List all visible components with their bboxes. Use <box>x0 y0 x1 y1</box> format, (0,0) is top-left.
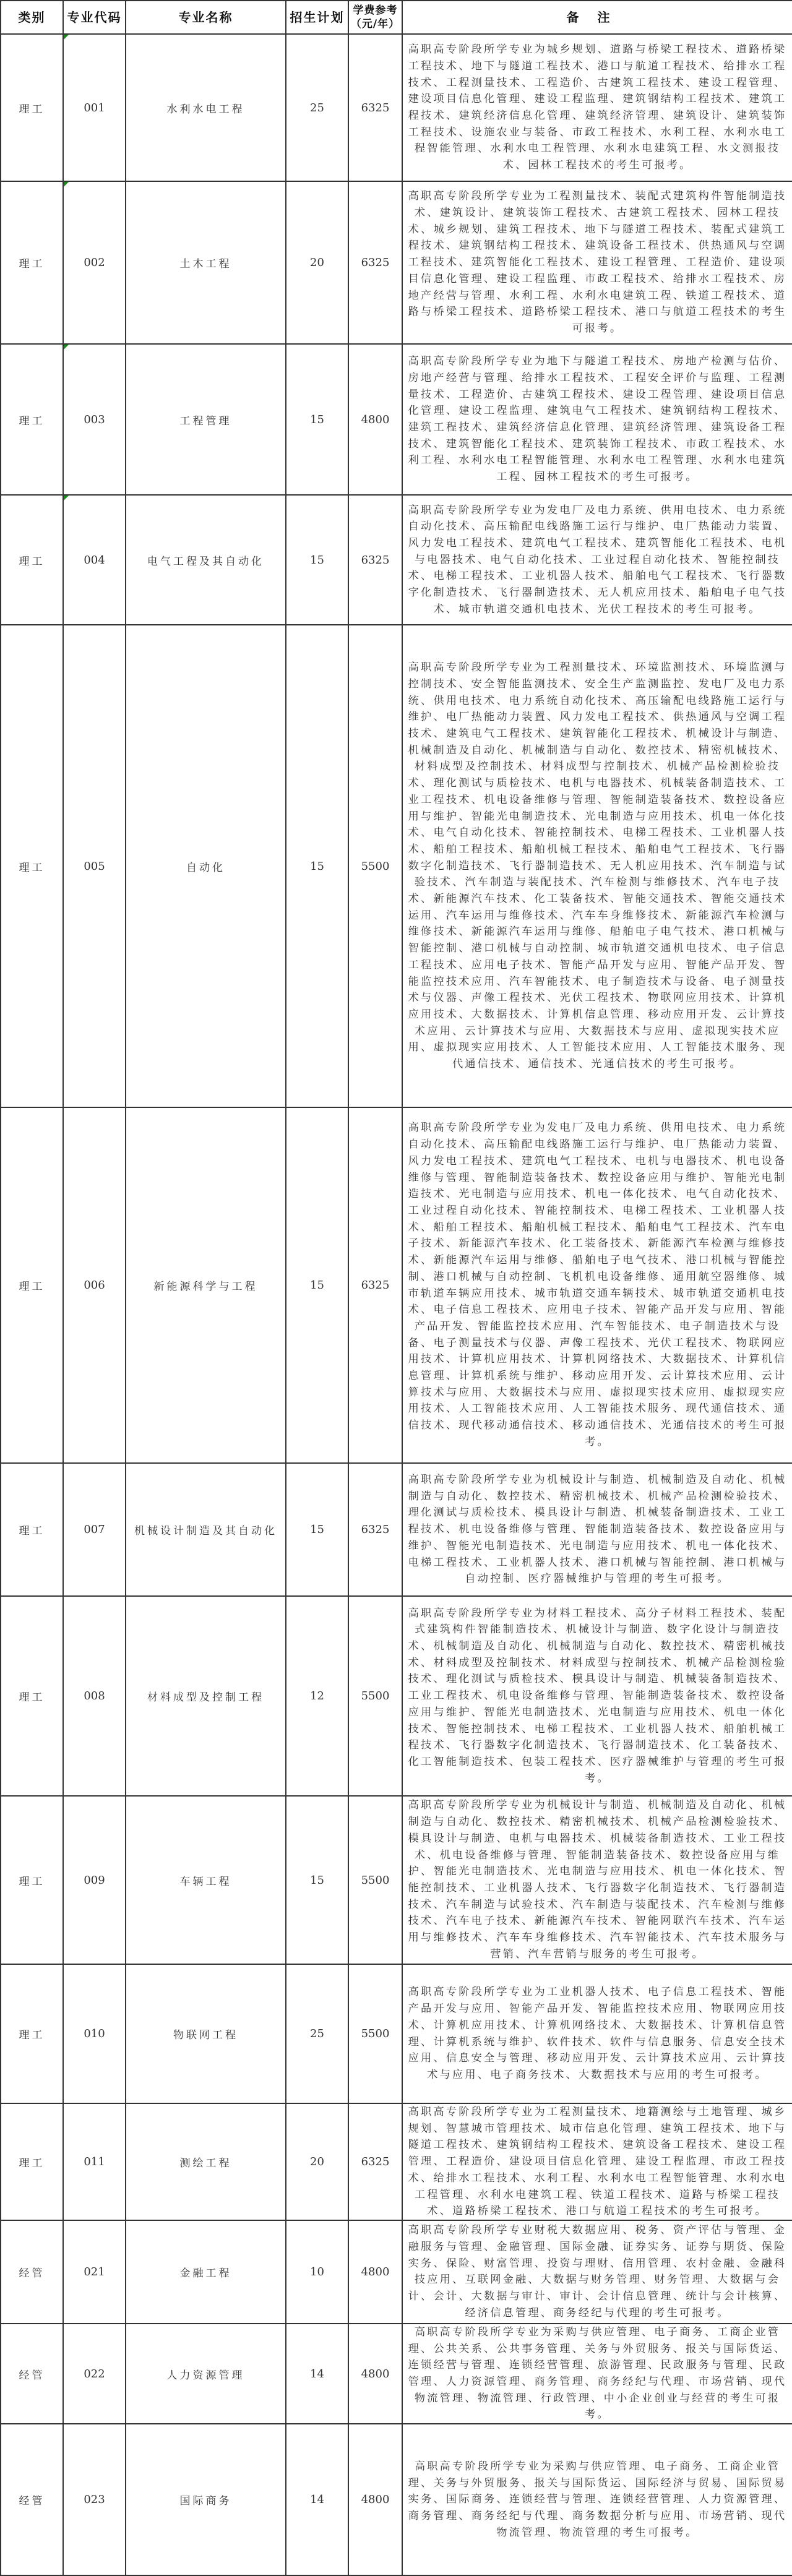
major-name-cell: 金融工程 <box>126 2220 286 2324</box>
table-row <box>1 2103 792 2220</box>
header-category: 类别 <box>1 1 63 34</box>
code-text: 011 <box>84 2155 105 2168</box>
code-text: 021 <box>84 2265 105 2278</box>
quota-cell: 15 <box>286 1107 348 1463</box>
header-fee-line1: 学费参考 <box>353 4 398 17</box>
category-cell: 理工 <box>1 1107 63 1463</box>
table-body <box>1 34 792 2575</box>
table-row <box>1 625 792 1107</box>
fee-cell: 4800 <box>348 2220 402 2324</box>
table-row <box>1 2220 792 2324</box>
code-cell <box>63 1796 126 1964</box>
table-row <box>1 1964 792 2103</box>
major-name-cell: 水利水电工程 <box>126 34 286 181</box>
category-cell: 理工 <box>1 1596 63 1796</box>
code-text: 004 <box>84 553 105 567</box>
major-name-cell: 自动化 <box>126 625 286 1107</box>
category-cell: 经管 <box>1 2424 63 2575</box>
note-cell: 高职高专阶段所学专业为工程测量技术、环境监测技术、环境监测与控制技术、安全智能监测技术、安全生产监测监控、发电厂及电力系统、供用电技术、电力系统自动化技术、高压输配电线路施工运行与维护、电厂热能动力装置、风力发电工程技术、供热通风与空调工程技术、建筑电气工程技术、建筑智能化工程技术、机械设计与制造、机械制造及自动化、机械制造与自动化、数控技术、精密机械技术、材料成型及控制技术、材料成型与控制技术、机械产品检测检验技术、理化测试与质检技术、电机与电器技术、机械装备制造技术、工业工程技术、机电设备维修与管理、智能制造装备技术、数控设备应用与维护、智能光电制造技术、光电制造与应用技术、机电一体化技术、电气自动化技术、智能控制技术、电梯工程技术、工业机器人技术、船舶工程技术、船舶机械工程技术、船舶电气工程技术、飞行器数字化制造技术、飞行器制造技术、无人机应用技术、汽车制造与试验技术、汽车制造与装配技术、汽车检测与维修技术、汽车电子技术、新能源汽车技术、化工装备技术、智能交通技术、智能交通技术运用、汽车运用与维修技术、汽车车身维修技术、新能源汽车检测与维修技术、新能源汽车运用与维修、船舶电子电气技术、港口机械与智能控制、港口机械与自动控制、城市轨道交通机电技术、电子信息工程技术、应用电子技术、智能产品开发与应用、智能产品开发、智能监控技术应用、汽车智能技术、电子制造技术与设备、电子测量技术与仪器、声像工程技术、光伏工程技术、物联网应用技术、计算机应用技术、大数据技术、计算机信息管理、移动应用开发、云计算技术应用、云计算技术与应用、大数据技术与应用、虚拟现实技术应用、虚拟现实应用技术、人工智能技术应用、人工智能技术服务、现代通信技术、通信技术、光通信技术的考生可报考。 <box>402 625 792 1107</box>
table-row <box>1 181 792 344</box>
quota-cell: 14 <box>286 2324 348 2424</box>
code-cell <box>63 625 126 1107</box>
quota-cell: 15 <box>286 1463 348 1596</box>
code-cell <box>63 181 126 344</box>
header-quota: 招生计划 <box>286 1 348 34</box>
category-cell: 理工 <box>1 1796 63 1964</box>
code-text: 010 <box>84 2027 105 2040</box>
table-row <box>1 1107 792 1463</box>
code-cell <box>63 2103 126 2220</box>
code-cell <box>63 1463 126 1596</box>
code-cell <box>63 495 126 625</box>
table-row <box>1 2324 792 2424</box>
code-text: 009 <box>84 1873 105 1887</box>
code-text: 022 <box>84 2367 105 2381</box>
header-fee-line2: （元/年） <box>350 18 400 30</box>
header-note: 备注 <box>402 1 792 34</box>
category-cell: 理工 <box>1 2103 63 2220</box>
code-text: 003 <box>84 413 105 426</box>
quota-cell: 20 <box>286 181 348 344</box>
fee-cell: 6325 <box>348 181 402 344</box>
major-name-cell: 新能源科学与工程 <box>126 1107 286 1463</box>
category-cell: 理工 <box>1 1463 63 1596</box>
major-name-cell: 国际商务 <box>126 2424 286 2575</box>
note-cell: 高职高专阶段所学专业为采购与供应管理、电子商务、工商企业管理、关务与外贸服务、报关与国际货运、国际经济与贸易、国际贸易实务、国际商务、连锁经营与管理、连锁经营管理、人力资源管理、商务管理、商务经纪与代理、商务数据分析与应用、市场营销、现代物流管理、物流管理的考生可报考。 <box>402 2424 792 2575</box>
fee-cell: 6325 <box>348 34 402 181</box>
quota-cell: 20 <box>286 2103 348 2220</box>
code-text: 006 <box>84 1279 105 1292</box>
note-cell: 高职高专阶段所学专业为工程测量技术、装配式建筑构件智能制造技术、建筑设计、建筑装饰工程技术、古建筑工程技术、园林工程技术、城乡规划、建筑工程技术、地下与隧道工程技术、装配式建筑工程技术、建筑钢结构工程技术、建筑设备工程技术、供热通风与空调工程技术、建筑智能化工程技术、建设工程管理、工程造价、建设项目信息化管理、建设工程监理、市政工程技术、给排水工程技术、房地产经营与管理、水利工程、水利水电建筑工程、铁道工程技术、道路与桥梁工程技术、道路桥梁工程技术、港口与航道工程技术的考生可报考。 <box>402 181 792 344</box>
note-cell: 高职高专阶段所学专业为发电厂及电力系统、供用电技术、电力系统自动化技术、高压输配电线路施工运行与维护、电厂热能动力装置、风力发电工程技术、建筑电气工程技术、建筑智能化工程技术、电机与电器技术、电气自动化技术、工业过程自动化技术、智能控制技术、电梯工程技术、工业机器人技术、船舶电气工程技术、飞行器数字化制造技术、飞行器制造技术、无人机应用技术、船舶电子电气技术、城市轨道交通机电技术、光伏工程技术的考生可报考。 <box>402 495 792 625</box>
table-header-row <box>1 1 792 34</box>
table-row <box>1 344 792 495</box>
table-row <box>1 1596 792 1796</box>
fee-cell: 4800 <box>348 2324 402 2424</box>
note-cell: 高职高专阶段所学专业为采购与供应管理、电子商务、工商企业管理、公共关系、公共事务管理、关务与外贸服务、报关与国际货运、连锁经营与管理、连锁经营管理、旅游管理、民政服务与管理、民政管理、人力资源管理、商务管理、商务经纪与代理、市场营销、现代物流管理、物流管理、行政管理、中小企业创业与经营的考生可报考。 <box>402 2324 792 2424</box>
category-cell: 理工 <box>1 1964 63 2103</box>
note-cell: 高职高专阶段所学专业为工业机器人技术、电子信息工程技术、智能产品开发与应用、智能产品开发、智能监控技术应用、物联网应用技术、计算机应用技术、计算机网络技术、大数据技术、计算机信息管理、计算机系统与维护、软件技术、软件与信息服务、信息安全技术应用、信息安全与管理、移动应用开发、云计算技术应用、云计算技术与应用、电子商务技术、大数据技术与应用的考生可报考。 <box>402 1964 792 2103</box>
category-cell: 经管 <box>1 2324 63 2424</box>
fee-cell: 5500 <box>348 1964 402 2103</box>
code-text: 002 <box>84 256 105 269</box>
fee-cell: 4800 <box>348 344 402 495</box>
code-cell <box>63 34 126 181</box>
major-name-cell: 电气工程及其自动化 <box>126 495 286 625</box>
quota-cell: 15 <box>286 625 348 1107</box>
quota-cell: 15 <box>286 344 348 495</box>
quota-cell: 25 <box>286 34 348 181</box>
table-row <box>1 1463 792 1596</box>
comment-flag-icon <box>64 182 69 187</box>
header-fee <box>348 1 402 34</box>
fee-cell: 5500 <box>348 625 402 1107</box>
fee-cell: 4800 <box>348 2424 402 2575</box>
code-cell <box>63 1107 126 1463</box>
note-cell: 高职高专阶段所学专业为材料工程技术、高分子材料工程技术、装配式建筑构件智能制造技术、机械设计与制造、数字化设计与制造技术、机械制造及自动化、机械制造与自动化、数控技术、精密机械技术、材料成型及控制技术、材料成型与控制技术、机械产品检测检验技术、理化测试与质检技术、模具设计与制造、机械装备制造技术、工业工程技术、机电设备维修与管理、智能制造装备技术、数控设备应用与维护、智能光电制造技术、光电制造与应用技术、机电一体化技术、智能控制技术、电梯工程技术、工业机器人技术、船舶机械工程技术、飞行器数字化制造技术、飞行器制造技术、化工装备技术、化工智能制造技术、包装工程技术、医疗器械维护与管理的考生可报考。 <box>402 1596 792 1796</box>
quota-cell: 15 <box>286 495 348 625</box>
code-cell <box>63 2424 126 2575</box>
note-cell: 高职高专阶段所学专业财税大数据应用、税务、资产评估与管理、金融服务与管理、金融管理、国际金融、证券实务、证券与期货、保险实务、保险、财富管理、投资与理财、信用管理、农村金融、金融科技应用、互联网金融、大数据与财务管理、财务管理、大数据与会计、会计、大数据与审计、审计、会计信息管理、统计与会计核算、经济信息管理、商务经纪与代理的考生可报考。 <box>402 2220 792 2324</box>
major-name-cell: 机械设计制造及其自动化 <box>126 1463 286 1596</box>
code-text: 007 <box>84 1523 105 1536</box>
quota-cell: 14 <box>286 2424 348 2575</box>
major-name-cell: 工程管理 <box>126 344 286 495</box>
comment-flag-icon <box>64 345 69 350</box>
code-text: 005 <box>84 859 105 873</box>
major-name-cell: 物联网工程 <box>126 1964 286 2103</box>
major-name-cell: 土木工程 <box>126 181 286 344</box>
comment-flag-icon <box>64 35 69 40</box>
quota-cell: 25 <box>286 1964 348 2103</box>
table-row <box>1 2424 792 2575</box>
quota-cell: 12 <box>286 1596 348 1796</box>
category-cell: 理工 <box>1 181 63 344</box>
major-name-cell: 测绘工程 <box>126 2103 286 2220</box>
major-name-cell: 人力资源管理 <box>126 2324 286 2424</box>
category-cell: 经管 <box>1 2220 63 2324</box>
code-text: 001 <box>84 101 105 114</box>
note-cell: 高职高专阶段所学专业为地下与隧道工程技术、房地产检测与估价、房地产经营与管理、给排水工程技术、工程安全评价与监理、工程测量技术、工程造价、古建筑工程技术、建设工程管理、建设项目信息化管理、建设工程监理、建筑电气工程技术、建筑钢结构工程技术、建筑工程技术、建筑经济信息化管理、建筑经济管理、建筑设备工程技术、建筑智能化工程技术、建筑装饰工程技术、市政工程技术、水利工程、水利水电工程智能管理、水利水电工程管理、水利水电建筑工程、园林工程技术的考生可报考。 <box>402 344 792 495</box>
code-cell <box>63 2324 126 2424</box>
table-row <box>1 1796 792 1964</box>
note-cell: 高职高专阶段所学专业为机械设计与制造、机械制造及自动化、机械制造与自动化、数控技术、精密机械技术、机械产品检测检验技术、理化测试与质检技术、模具设计与制造、机械装备制造技术、工业工程技术、机电设备维修与管理、智能制造装备技术、数控设备应用与维护、智能光电制造技术、光电制造与应用技术、机电一体化技术、电梯工程技术、工业机器人技术、港口机械与智能控制、港口机械与自动控制、医疗器械维护与管理的考生可报考。 <box>402 1463 792 1596</box>
fee-cell: 5500 <box>348 1596 402 1796</box>
note-cell: 高职高专阶段所学专业为城乡规划、道路与桥梁工程技术、道路桥梁工程技术、地下与隧道工程技术、港口与航道工程技术、给排水工程技术、工程测量技术、工程造价、古建筑工程技术、建设工程管理、建设项目信息化管理、建设工程监理、建筑钢结构工程技术、建筑工程技术、建筑经济信息化管理、建筑经济管理、建筑设计、建筑装饰工程技术、设施农业与装备、市政工程技术、水利工程、水利水电工程智能管理、水利水电工程管理、水利水电建筑工程、水文测报技术、园林工程技术的考生可报考。 <box>402 34 792 181</box>
category-cell: 理工 <box>1 495 63 625</box>
category-cell: 理工 <box>1 344 63 495</box>
note-cell: 高职高专阶段所学专业为机械设计与制造、机械制造及自动化、机械制造与自动化、数控技术、精密机械技术、机械产品检测检验技术、模具设计与制造、电机与电器技术、机械装备制造技术、工业工程技术、机电设备维修与管理、智能制造装备技术、数控设备应用与维护、智能光电制造技术、光电制造与应用技术、机电一体化技术、智能控制技术、工业机器人技术、飞行器数字化制造技术、飞行器制造技术、汽车制造与试验技术、汽车制造与装配技术、汽车检测与维修技术、汽车电子技术、新能源汽车技术、智能网联汽车技术、汽车运用与维修技术、汽车车身维修技术、汽车智能技术、汽车技术服务与营销、汽车营销与服务的考生可报考。 <box>402 1796 792 1964</box>
header-code: 专业代码 <box>63 1 126 34</box>
comment-flag-icon <box>64 496 69 500</box>
major-name-cell: 车辆工程 <box>126 1796 286 1964</box>
table-row <box>1 495 792 625</box>
code-text: 008 <box>84 1689 105 1702</box>
quota-cell: 15 <box>286 1796 348 1964</box>
category-cell: 理工 <box>1 34 63 181</box>
note-cell: 高职高专阶段所学专业为工程测量技术、地籍测绘与土地管理、城乡规划、智慧城市管理技术、城市信息化管理、建筑工程技术、地下与隧道工程技术、建筑钢结构工程技术、建筑设备工程技术、建设工程管理、工程造价、建设项目信息化管理、建设工程监理、市政工程技术、给排水工程技术、水利工程、水利水电工程智能管理、水利水电工程管理、水利水电建筑工程、铁道工程技术、道路与桥梁工程技术、道路桥梁工程技术、港口与航道工程技术的考生可报考。 <box>402 2103 792 2220</box>
category-cell: 理工 <box>1 625 63 1107</box>
table-row <box>1 34 792 181</box>
code-cell <box>63 2220 126 2324</box>
fee-cell: 6325 <box>348 1463 402 1596</box>
fee-cell: 6325 <box>348 1107 402 1463</box>
code-cell <box>63 1596 126 1796</box>
quota-cell: 10 <box>286 2220 348 2324</box>
code-cell <box>63 1964 126 2103</box>
fee-cell: 6325 <box>348 495 402 625</box>
note-cell: 高职高专阶段所学专业为发电厂及电力系统、供用电技术、电力系统自动化技术、高压输配电线路施工运行与维护、电厂热能动力装置、风力发电工程技术、建筑电气工程技术、电机与电器技术、机电设备维修与管理、智能制造装备技术、数控设备应用与维护、智能光电制造技术、光电制造与应用技术、机电一体化技术、电气自动化技术、工业过程自动化技术、智能控制技术、电梯工程技术、工业机器人技术、船舶工程技术、船舶机械工程技术、船舶电气工程技术、汽车电子技术、新能源汽车技术、化工装备技术、新能源汽车检测与维修技术、新能源汽车运用与维修、船舶电子电气技术、港口机械与智能控制、港口机械与自动控制、飞机机电设备维修、通用航空器维修、城市轨道车辆应用技术、城市轨道交通车辆技术、城市轨道交通机电技术、电子信息工程技术、应用电子技术、智能产品开发与应用、智能产品开发、智能监控技术应用、汽车智能技术、电子制造技术与设备、电子测量技术与仪器、声像工程技术、光伏工程技术、物联网应用技术、计算机应用技术、计算机网络技术、大数据技术、计算机信息管理、计算机系统与维护、移动应用开发、云计算技术应用、云计算技术与应用、大数据技术与应用、虚拟现实技术应用、虚拟现实应用技术、人工智能技术应用、人工智能技术服务、现代通信技术、通信技术、现代移动通信技术、移动通信技术、光通信技术的考生可报考。 <box>402 1107 792 1463</box>
fee-cell: 6325 <box>348 2103 402 2220</box>
header-name: 专业名称 <box>126 1 286 34</box>
fee-cell: 5500 <box>348 1796 402 1964</box>
major-name-cell: 材料成型及控制工程 <box>126 1596 286 1796</box>
code-text: 023 <box>84 2493 105 2507</box>
code-cell <box>63 344 126 495</box>
